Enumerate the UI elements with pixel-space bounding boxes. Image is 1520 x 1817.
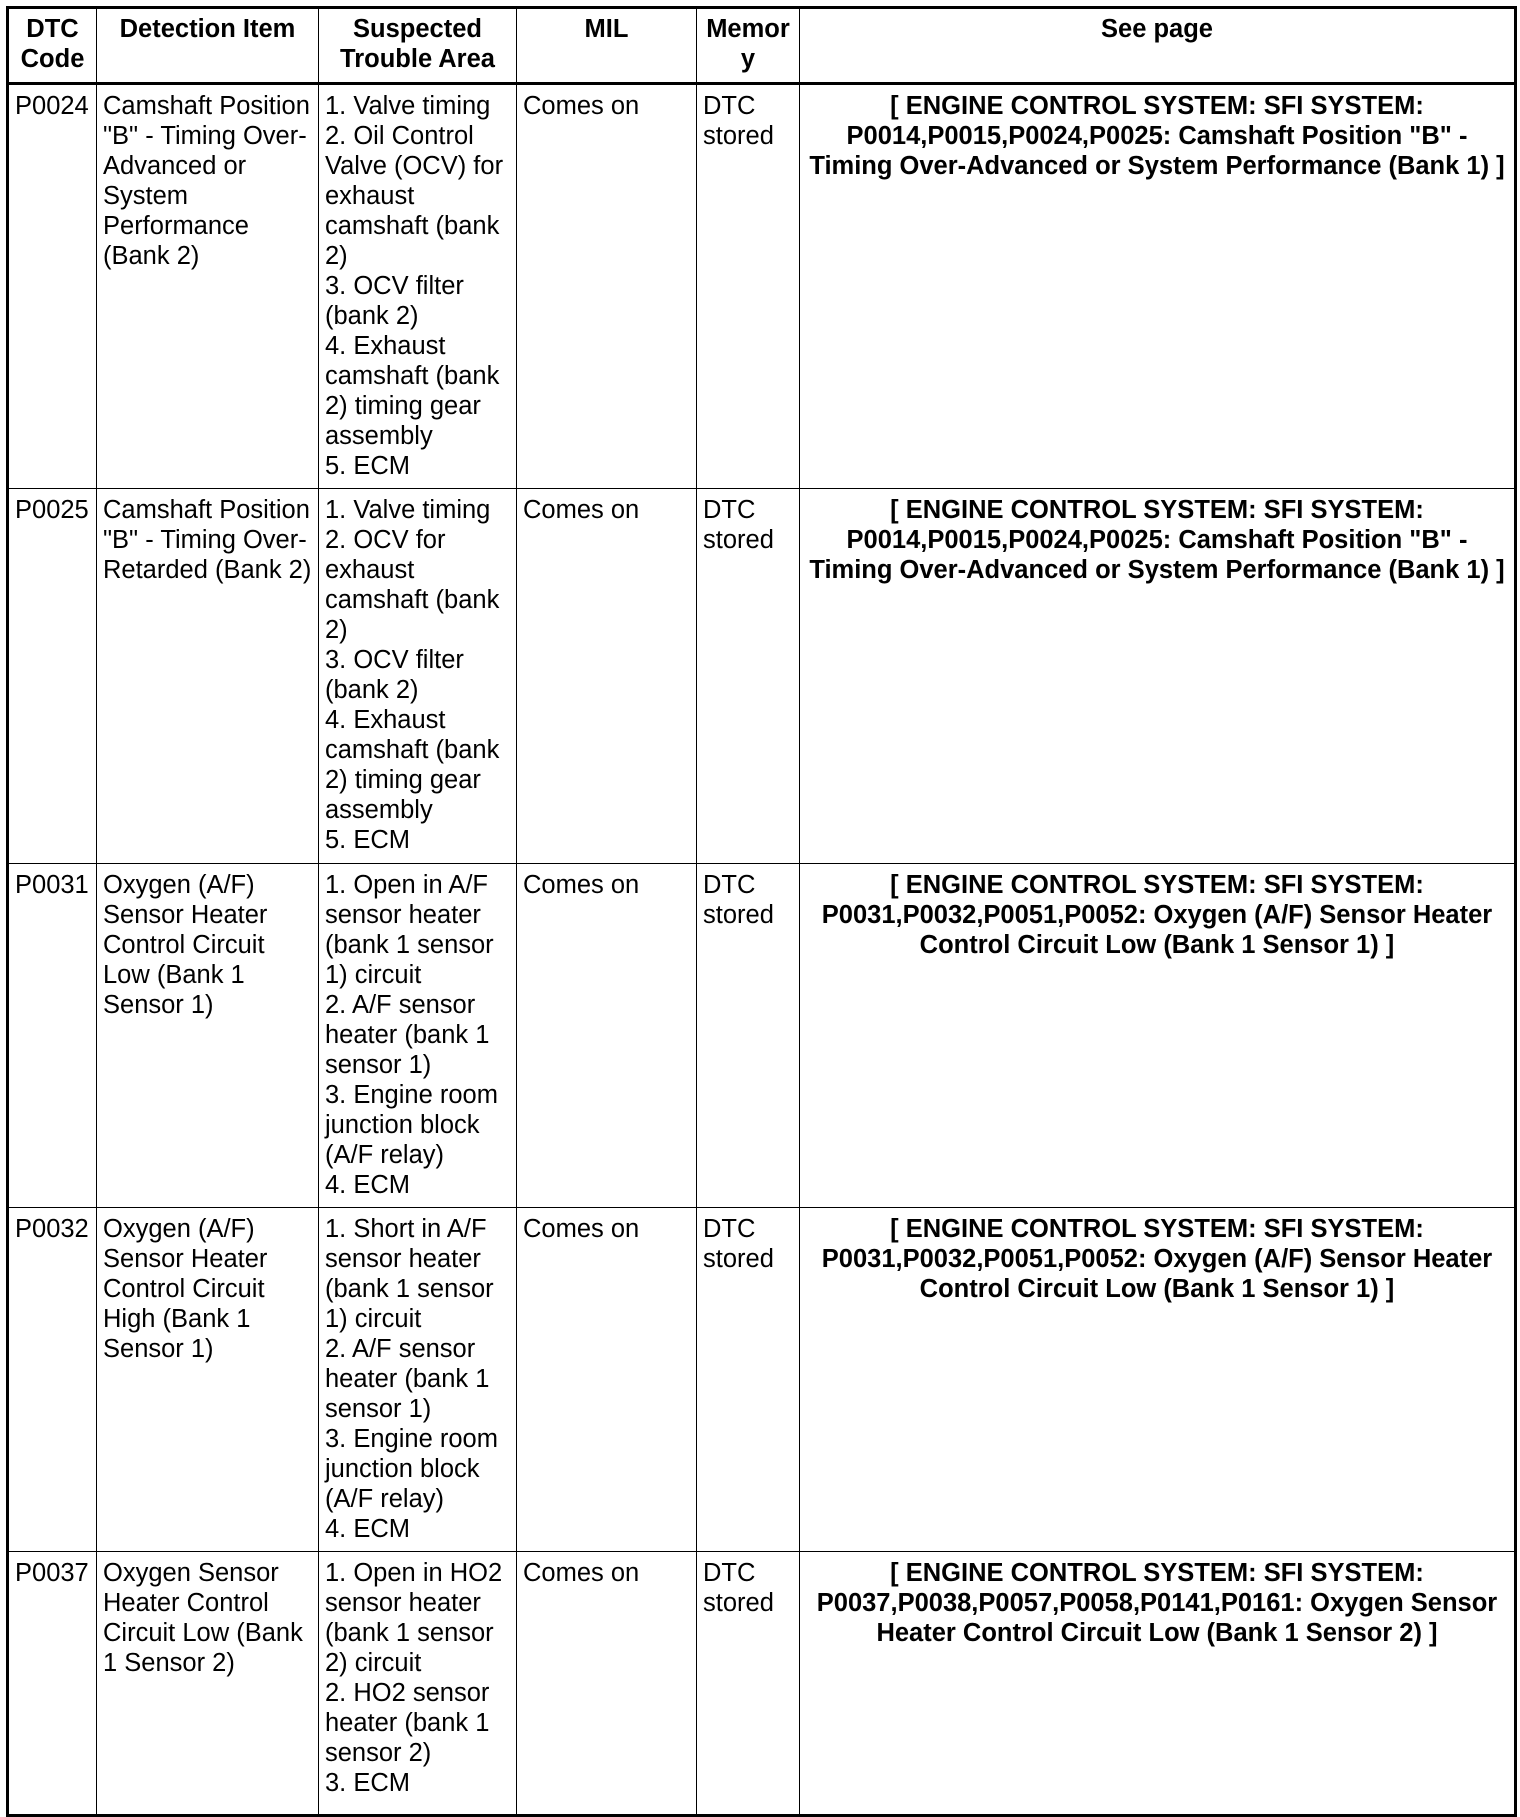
see-page-link[interactable]: [ ENGINE CONTROL SYSTEM: SFI SYSTEM: P0031,P0032,P0051,P0052: Oxygen (A/F) Sensor Heater Control Circuit Low (Bank 1 Sensor 1) ] [800,864,1516,1208]
trouble-area-item: 3. OCV filter (bank 2) [325,646,464,704]
detection-item-cell: Oxygen (A/F) Sensor Heater Control Circuit Low (Bank 1 Sensor 1) [97,864,319,1208]
memory-cell: DTC stored [697,1552,800,1816]
detection-item-cell: Camshaft Position "B" - Timing Over-Advanced or System Performance (Bank 2) [97,84,319,489]
trouble-area-item: 4. ECM [325,1171,411,1199]
table-body [8,84,1516,1816]
trouble-area-cell [319,84,517,489]
dtc-table [6,6,1517,1817]
header-suspected-trouble-area: Suspected Trouble Area [319,8,517,84]
trouble-area-item: 2. A/F sensor heater (bank 1 sensor 1) [325,1335,490,1423]
see-page-link[interactable]: [ ENGINE CONTROL SYSTEM: SFI SYSTEM: P0037,P0038,P0057,P0058,P0141,P0161: Oxygen Sensor Heater Control Circuit Low (Bank 1 Sensor 2) ] [800,1552,1516,1816]
table-row [8,1552,1516,1816]
trouble-area-item: 1. Open in HO2 sensor heater (bank 1 sensor 2) circuit [325,1559,503,1677]
trouble-area-item: 1. Valve timing [325,92,491,120]
trouble-area-cell [319,864,517,1208]
table-row [8,864,1516,1208]
table-header-row [8,8,1516,84]
trouble-area-item: 5. ECM [325,826,411,854]
trouble-area-item: 3. OCV filter (bank 2) [325,272,464,330]
see-page-link[interactable]: [ ENGINE CONTROL SYSTEM: SFI SYSTEM: P0014,P0015,P0024,P0025: Camshaft Position "B" - Timing Over-Advanced or System Performance (Bank 1) ] [800,489,1516,864]
trouble-area-item: 3. ECM [325,1769,411,1797]
detection-item-cell: Oxygen (A/F) Sensor Heater Control Circuit High (Bank 1 Sensor 1) [97,1208,319,1552]
trouble-area-item: 2. HO2 sensor heater (bank 1 sensor 2) [325,1679,490,1767]
header-dtc-code: DTC Code [8,8,97,84]
trouble-area-item: 1. Open in A/F sensor heater (bank 1 sensor 1) circuit [325,871,494,989]
see-page-link[interactable]: [ ENGINE CONTROL SYSTEM: SFI SYSTEM: P0014,P0015,P0024,P0025: Camshaft Position "B" - Timing Over-Advanced or System Performance (Bank 1) ] [800,84,1516,489]
dtc-table-container [6,6,1514,1817]
trouble-area-cell [319,1208,517,1552]
trouble-area-item: 3. Engine room junction block (A/F relay) [325,1425,498,1513]
mil-cell: Comes on [517,1208,697,1552]
mil-cell: Comes on [517,489,697,864]
trouble-area-item: 1. Short in A/F sensor heater (bank 1 sensor 1) circuit [325,1215,494,1333]
trouble-area-item: 2. OCV for exhaust camshaft (bank 2) [325,526,500,644]
see-page-link[interactable]: [ ENGINE CONTROL SYSTEM: SFI SYSTEM: P0031,P0032,P0051,P0052: Oxygen (A/F) Sensor Heater Control Circuit Low (Bank 1 Sensor 1) ] [800,1208,1516,1552]
detection-item-cell: Camshaft Position "B" - Timing Over-Retarded (Bank 2) [97,489,319,864]
memory-cell: DTC stored [697,84,800,489]
trouble-area-item: 4. ECM [325,1515,411,1543]
dtc-code-cell: P0037 [8,1552,97,1816]
trouble-area-item: 5. ECM [325,452,411,480]
table-row [8,1208,1516,1552]
table-row [8,489,1516,864]
dtc-code-cell: P0024 [8,84,97,489]
memory-cell: DTC stored [697,1208,800,1552]
trouble-area-item: 4. Exhaust camshaft (bank 2) timing gear assembly [325,332,500,450]
mil-cell: Comes on [517,84,697,489]
header-memory: Memory [697,8,800,84]
header-mil: MIL [517,8,697,84]
memory-cell: DTC stored [697,489,800,864]
trouble-area-item: 2. Oil Control Valve (OCV) for exhaust camshaft (bank 2) [325,122,504,270]
mil-cell: Comes on [517,864,697,1208]
trouble-area-item: 4. Exhaust camshaft (bank 2) timing gear assembly [325,706,500,824]
trouble-area-item: 3. Engine room junction block (A/F relay) [325,1081,498,1169]
trouble-area-cell [319,1552,517,1816]
dtc-code-cell: P0025 [8,489,97,864]
dtc-code-cell: P0032 [8,1208,97,1552]
detection-item-cell: Oxygen Sensor Heater Control Circuit Low (Bank 1 Sensor 2) [97,1552,319,1816]
memory-cell: DTC stored [697,864,800,1208]
header-see-page: See page [800,8,1516,84]
trouble-area-item: 2. A/F sensor heater (bank 1 sensor 1) [325,991,490,1079]
trouble-area-cell [319,489,517,864]
table-row [8,84,1516,489]
trouble-area-item: 1. Valve timing [325,496,491,524]
header-detection-item: Detection Item [97,8,319,84]
mil-cell: Comes on [517,1552,697,1816]
dtc-code-cell: P0031 [8,864,97,1208]
